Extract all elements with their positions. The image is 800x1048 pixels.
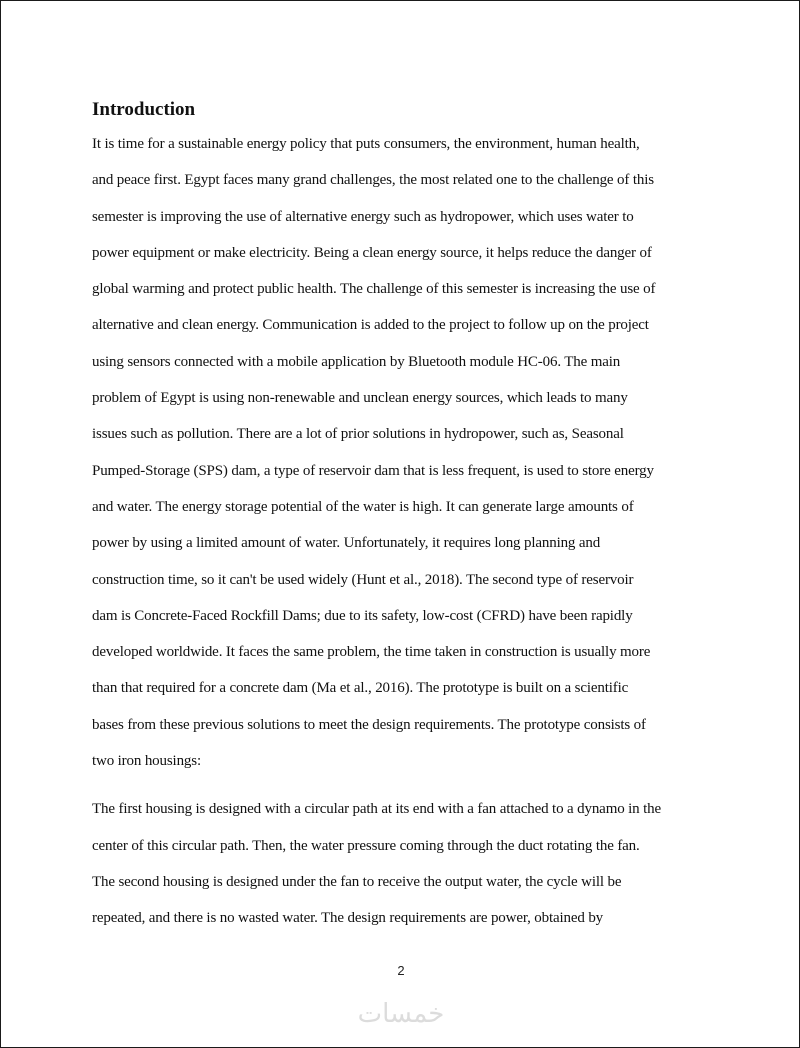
text-line: and peace first. Egypt faces many grand challenges, the most related one to the challenge of this (92, 172, 654, 189)
text-line: global warming and protect public health. The challenge of this semester is increasing the use of (92, 281, 656, 298)
text-line: center of this circular path. Then, the water pressure coming through the duct rotating the fan. (92, 837, 640, 854)
text-line: construction time, so it can't be used widely (Hunt et al., 2018). The second type of reservoir (92, 571, 634, 588)
page-content (92, 97, 714, 937)
text-line: repeated, and there is no wasted water. The design requirements are power, obtained by (92, 910, 604, 927)
text-line: alternative and clean energy. Communication is added to the project to follow up on the project (92, 317, 649, 334)
watermark-logo: خمسات (357, 999, 445, 1029)
text-line: developed worldwide. It faces the same problem, the time taken in construction is usually more (92, 644, 651, 661)
text-line: The second housing is designed under the fan to receive the output water, the cycle will be (92, 873, 622, 890)
housing-paragraph (92, 791, 714, 936)
text-line: power by using a limited amount of water. Unfortunately, it requires long planning and (92, 535, 601, 552)
section-heading: Introduction (92, 99, 196, 120)
text-line: Pumped-Storage (SPS) dam, a type of reservoir dam that is less frequent, is used to store energy (92, 462, 654, 479)
text-line: The first housing is designed with a circular path at its end with a fan attached to a dynamo in the (92, 801, 662, 818)
text-line: problem of Egypt is using non-renewable and unclean energy sources, which leads to many (92, 390, 628, 407)
text-line: power equipment or make electricity. Being a clean energy source, it helps reduce the danger of (92, 244, 652, 261)
text-line: using sensors connected with a mobile application by Bluetooth module HC-06. The main (92, 353, 621, 370)
text-line: semester is improving the use of alternative energy such as hydropower, which uses water to (92, 208, 634, 225)
intro-paragraph (92, 126, 714, 779)
text-line: bases from these previous solutions to meet the design requirements. The prototype consists of (92, 716, 646, 733)
text-line: two iron housings: (92, 753, 201, 770)
page-number: 2 (397, 963, 405, 978)
text-line: and water. The energy storage potential of the water is high. It can generate large amounts of (92, 498, 634, 515)
text-line: issues such as pollution. There are a lot of prior solutions in hydropower, such as, Seasonal (92, 426, 624, 443)
text-line: dam is Concrete-Faced Rockfill Dams; due to its safety, low-cost (CFRD) have been rapidly (92, 607, 633, 624)
text-line: It is time for a sustainable energy policy that puts consumers, the environment, human health, (92, 136, 640, 152)
text-line: than that required for a concrete dam (Ma et al., 2016). The prototype is built on a scientific (92, 680, 629, 697)
